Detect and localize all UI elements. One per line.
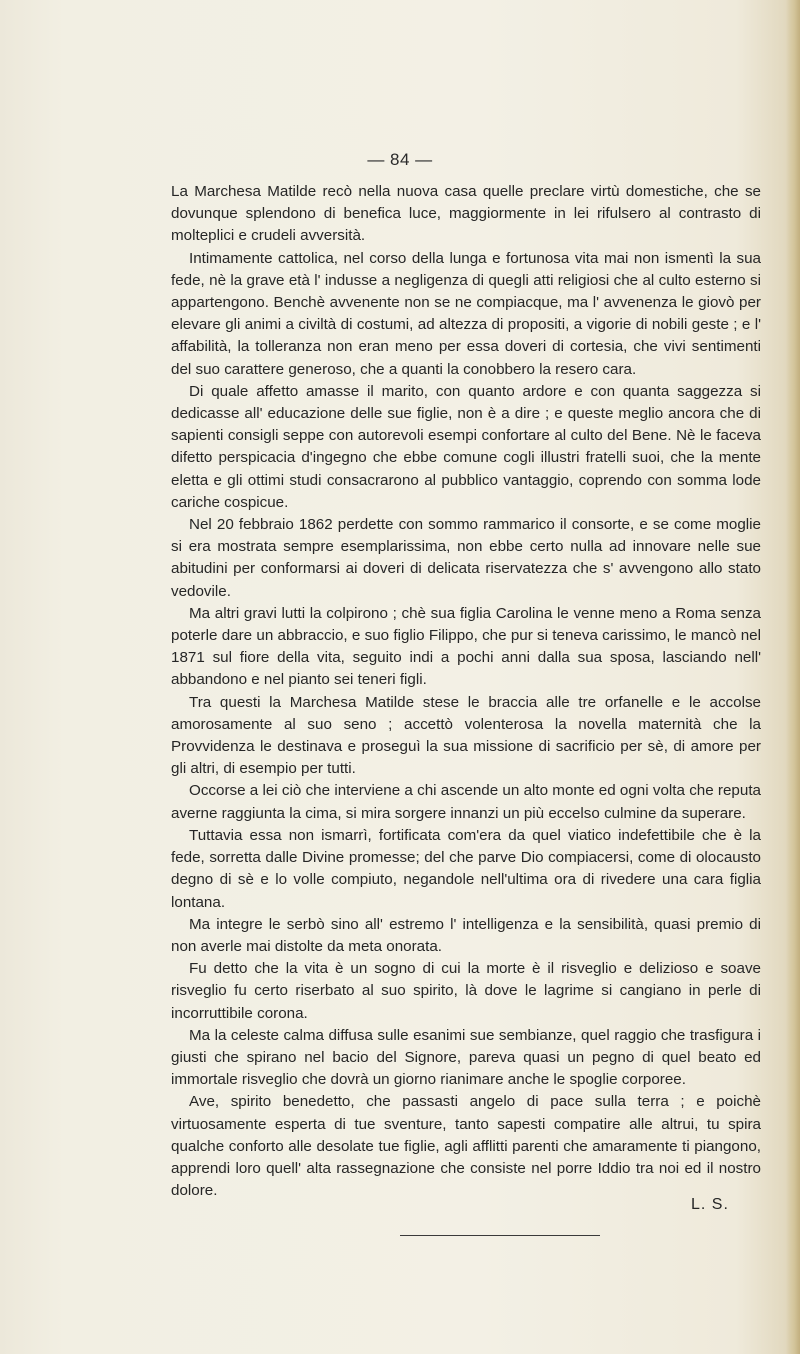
paragraph-4: Nel 20 febbraio 1862 perdette con sommo rammarico il consorte, e se come moglie si era mostrata sempre esemplarissima, non ebbe certo nulla ad innovare nelle sue abitudini per conformarsi ai doveri di delicata riservatezza che s' avvengono allo stato vedovile.	[171, 516, 761, 600]
paragraph-2: Intimamente cattolica, nel corso della lunga e fortunosa vita mai non ismentì la sua fede, nè la grave età l' indusse a negligenza di quegli atti religiosi che al culto esterno si appartengono. Benchè avvenente non se ne compiacque, ma l' avvenenza le giovò per elevare gli animi a civiltà di costumi, ad altezza di propositi, a vigorie di nobili geste ; e l' affabilità, la tolleranza non eran meno per essa doveri di cortesia, che vivi sentimenti del suo carattere generoso, che a quanti la conobbero la resero cara.	[171, 249, 761, 378]
signature-initials: L. S.	[691, 1196, 729, 1213]
paragraph-8: Tuttavia essa non ismarrì, fortificata com'era da quel viatico indefettibile che è la fede, sorretta dalle Divine promesse; del che parve Dio compiacersi, come di olocausto degno di sè e lo volle compiuto, negandole nell'ultima ora di rivedere una cara figlia lontana.	[171, 826, 761, 911]
paragraph-1: La Marchesa Matilde recò nella nuova casa quelle preclare virtù domestiche, che se dovunque splendono di benefica luce, maggiormente in lei rifulsero al contrasto di molteplici e crudeli avversità.	[171, 183, 761, 245]
page-edge-shadow	[786, 0, 800, 1354]
paragraph-12: Ave, spirito benedetto, che passasti angelo di pace sulla terra ; e poichè virtuosamente esperta di tue sventure, tanto sapesti compatire alle altrui, tu spira qualche conforto alle desolate tue figlie, agli afflitti parenti che amaramente ti piangono, apprendi loro quell' alta rassegnazione che consiste nel porre Iddio tra noi ed il nostro dolore.	[171, 1093, 761, 1200]
paragraph-7: Occorse a lei ciò che interviene a chi ascende un alto monte ed ogni volta che reputa averne raggiunta la cima, si mira sorgere innanzi un più eccelso culmine da superare.	[171, 782, 761, 822]
paragraph-9: Ma integre le serbò sino all' estremo l' intelligenza e la sensibilità, quasi premio di non averle mai distolte da meta onorata.	[171, 915, 761, 955]
paragraph-10: Fu detto che la vita è un sogno di cui la morte è il risveglio e delizioso e soave risveglio fu certo riserbato al suo spirito, là dove le lagrime si cangiano in perle di incorruttibile corona.	[171, 960, 761, 1022]
body-text	[171, 181, 761, 1202]
closing-rule	[400, 1235, 600, 1236]
paragraph-3: Di quale affetto amasse il marito, con quanto ardore e con quanta saggezza si dedicasse all' educazione delle sue figlie, non è a dire ; e queste meglio ancora che di sapienti consigli seppe con autorevoli esempi confortare al culto del Bene. Nè le faceva difetto perspicacia d'ingegno che ebbe comune cogli illustri fratelli suoi, che la mente eletta e gli ottimi studi consacrarono al pubblico vantaggio, coprendo con somma lode cariche cospicue.	[171, 382, 761, 511]
page-number: — 84 —	[367, 150, 433, 169]
paragraph-5: Ma altri gravi lutti la colpirono ; chè sua figlia Carolina le venne meno a Roma senza poterle dare un abbraccio, e suo figlio Filippo, che pur si teneva carissimo, le mancò nel 1871 sul fiore della vita, seguito indi a pochi anni dalla sua sposa, lasciando nell' abbandono e nel pianto sei teneri figli.	[171, 604, 761, 689]
paragraph-6: Tra questi la Marchesa Matilde stese le braccia alle tre orfanelle e le accolse amorosamente al suo seno ; accettò volenterosa la novella maternità che la Provvidenza le destinava e proseguì la sua missione di sacrificio per sè, di amore per gli altri, di esempio per tutti.	[171, 693, 761, 778]
paragraph-11: Ma la celeste calma diffusa sulle esanimi sue sembianze, quel raggio che trasfigura i giusti che spirano nel bacio del Signore, pareva quasi un pegno di quel beato ed immortale risveglio che dovrà un giorno rianimare anche le spoglie corporee.	[171, 1026, 761, 1089]
